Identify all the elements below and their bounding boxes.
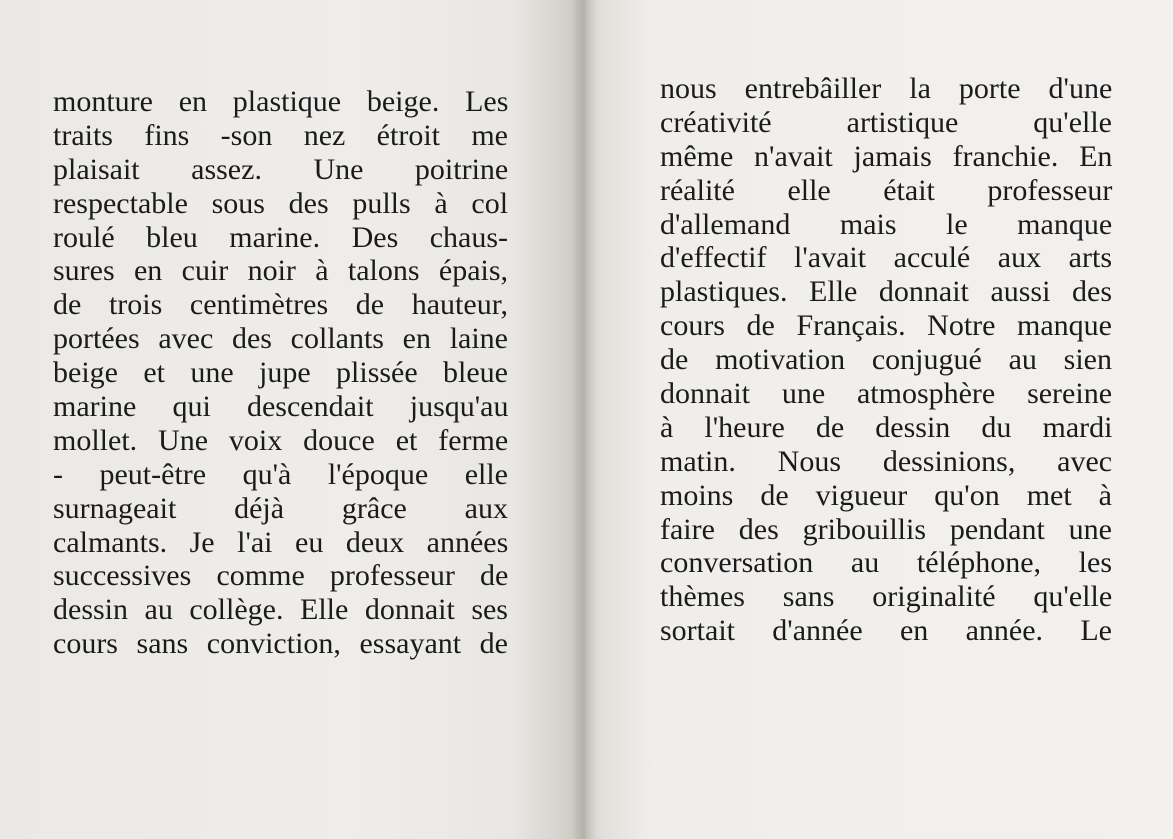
- left-line-8: portées avec des collants en laine: [53, 322, 508, 356]
- right-line-8: cours de Français. Notre manque: [660, 309, 1112, 343]
- left-line-11: mollet. Une voix douce et ferme: [53, 423, 509, 457]
- left-line-10: marine qui descendait jusqu'au: [53, 390, 509, 424]
- right-line-17: sortait d'année en année. Le: [660, 614, 1112, 648]
- right-line-11: à l'heure de dessin du mardi: [660, 410, 1113, 444]
- left-line-9: beige et une jupe plissée bleue: [53, 356, 508, 390]
- right-page-text: [660, 72, 1112, 648]
- right-line-14: faire des gribouillis pendant une: [660, 512, 1112, 546]
- left-line-2: traits fins -son nez étroit me: [53, 118, 508, 152]
- right-line-10: donnait une atmosphère sereine: [660, 377, 1113, 411]
- left-line-3: plaisait assez. Une poitrine: [53, 152, 509, 186]
- left-line-5: roulé bleu marine. Des chaus-: [53, 220, 509, 254]
- left-line-7: de trois centimètres de hauteur,: [53, 288, 508, 322]
- right-line-13: moins de vigueur qu'on met à: [660, 478, 1112, 512]
- left-line-16: dessin au collège. Elle donnait ses: [53, 593, 508, 627]
- right-line-12: matin. Nous dessinions, avec: [660, 444, 1113, 478]
- right-line-3: même n'avait jamais franchie. En: [660, 139, 1113, 173]
- left-line-4: respectable sous des pulls à col: [53, 186, 509, 220]
- right-line-4: réalité elle était professeur: [660, 173, 1113, 207]
- right-line-5: d'allemand mais le manque: [660, 207, 1113, 241]
- right-line-6: d'effectif l'avait acculé aux arts: [660, 241, 1112, 275]
- left-line-13: surnageait déjà grâce aux: [53, 491, 508, 525]
- right-line-7: plastiques. Elle donnait aussi des: [660, 275, 1112, 309]
- right-line-16: thèmes sans originalité qu'elle: [660, 580, 1113, 614]
- left-line-17: cours sans conviction, essayant de: [53, 627, 508, 661]
- right-line-2: créativité artistique qu'elle: [660, 105, 1112, 139]
- right-line-15: conversation au téléphone, les: [660, 546, 1112, 580]
- left-line-14: calmants. Je l'ai eu deux années: [53, 525, 509, 559]
- right-line-1: nous entrebâiller la porte d'une: [660, 72, 1113, 105]
- left-line-6: sures en cuir noir à talons épais,: [53, 254, 509, 288]
- left-line-1: monture en plastique beige. Les: [53, 85, 509, 118]
- left-page: [0, 0, 583, 839]
- left-line-15: successives comme professeur de: [53, 559, 509, 593]
- left-page-text: [53, 85, 508, 661]
- right-line-9: de motivation conjugué au sien: [660, 343, 1112, 377]
- left-line-12: - peut-être qu'à l'époque elle: [53, 457, 508, 491]
